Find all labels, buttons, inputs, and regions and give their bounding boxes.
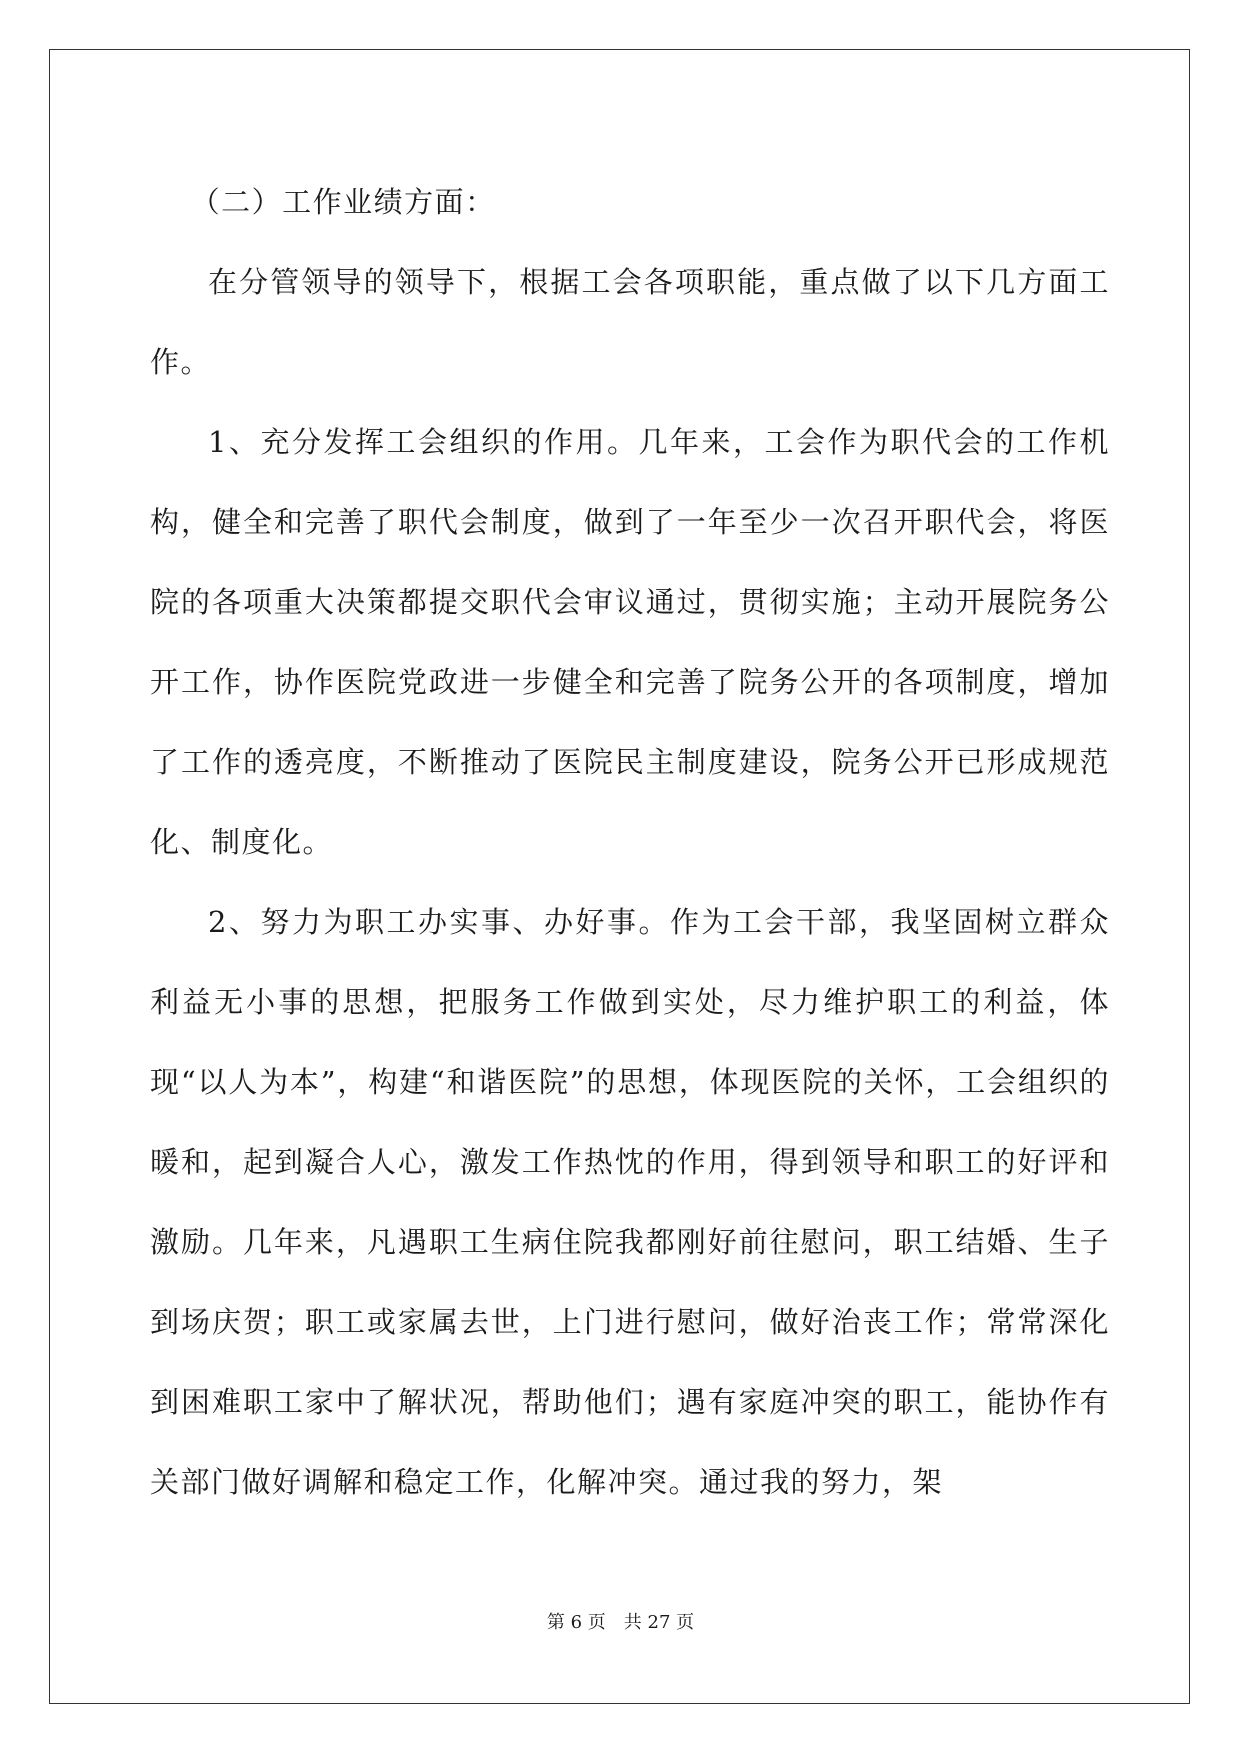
section-heading: （二）工作业绩方面： — [190, 185, 496, 219]
document-body — [150, 162, 1110, 1522]
paragraph-item-1: 1、充分发挥工会组织的作用。几年来，工会作为职代会的工作机构，健全和完善了职代会制度，做到了一年至少一次召开职代会，将医院的各项重大决策都提交职代会审议通过，贯彻实施；主动开展院务公开工作，协作医院党政进一步健全和完善了院务公开的各项制度，增加了工作的透亮度，不断推动了医院民主制度建设，院务公开已形成规范化、制度化。 — [150, 425, 1110, 859]
paragraph-intro: 在分管领导的领导下，根据工会各项职能，重点做了以下几方面工作。 — [150, 265, 1110, 379]
page-footer: 第 6 页 共 27 页 — [546, 1612, 695, 1633]
paragraph-item-2: 2、努力为职工办实事、办好事。作为工会干部，我坚固树立群众利益无小事的思想，把服务工作做到实处，尽力维护职工的利益，体现“以人为本”，构建“和谐医院”的思想，体现医院的关怀，工会组织的暖和，起到凝合人心，激发工作热忱的作用，得到领导和职工的好评和激励。几年来，凡遇职工生病住院我都刚好前往慰问，职工结婚、生子到场庆贺；职工或家属去世，上门进行慰问，做好治丧工作；常常深化到困难职工家中了解状况，帮助他们；遇有家庭冲突的职工，能协作有关部门做好调解和稳定工作，化解冲突。通过我的努力，架 — [150, 905, 1110, 1499]
